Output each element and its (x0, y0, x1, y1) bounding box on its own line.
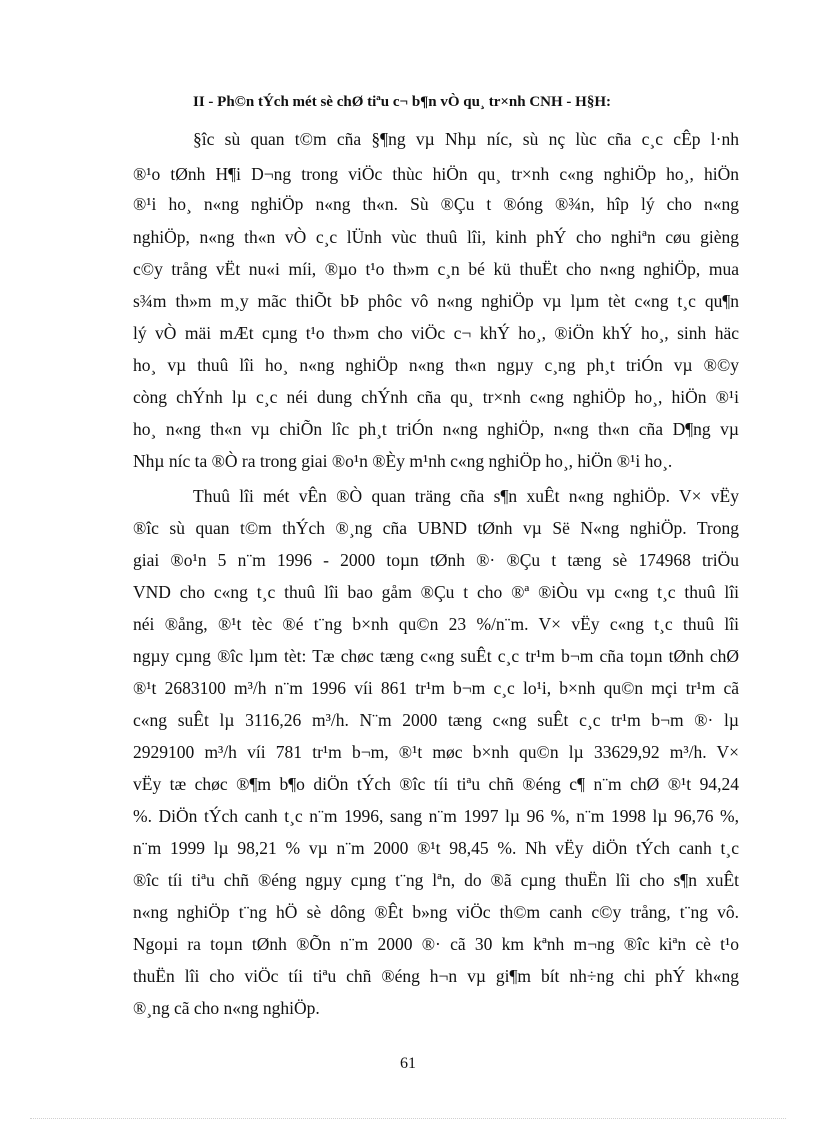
paragraph-1-line: ®¹o tØnh H¶i D¬ng trong viÖc thùc hiÖn qu¸ tr×nh c«ng nghiÖp ho¸, hiÖn (133, 164, 739, 184)
paragraph-2-line: 2929100 m³/h víi 781 tr¹m b¬m, ®¹t møc b×nh qu©n lµ 33629,92 m³/h. V× (133, 742, 739, 762)
paragraph-2-line: n¨m 1999 lµ 98,21 % vµ n¨m 2000 ®¹t 98,45 %. Nh vËy diÖn tÝch canh t¸c (133, 838, 739, 858)
paragraph-2-line: ngµy cµng ®îc lµm tèt: Tæ chøc tæng c«ng suÊt c¸c tr¹m b¬m cña toµn tØnh chØ (133, 646, 739, 666)
paragraph-1-line: §îc sù quan t©m cña §¶ng vµ Nhµ níc, sù nç lùc cña c¸c cÊp l·nh (193, 129, 739, 149)
paragraph-2-line: ®¹t 2683100 m³/h n¨m 1996 víi 861 tr¹m b¬m c¸c lo¹i, b×nh qu©n mçi tr¹m cã (133, 678, 739, 698)
paragraph-2-line: néi ®ång, ®¹t tèc ®é t¨ng b×nh qu©n 23 %/n¨m. V× vËy c«ng t¸c thuû lîi (133, 614, 739, 634)
paragraph-2-line: n«ng nghiÖp t¨ng hÖ sè dông ®Êt b»ng viÖc th©m canh c©y trång, t¨ng vô. (133, 902, 739, 922)
paragraph-2-line: Thuû lîi mét vÊn ®Ò quan träng cña s¶n xuÊt n«ng nghiÖp. V× vËy (193, 486, 739, 506)
paragraph-1-line: ho¸ n«ng th«n vµ chiÕn lîc ph¸t triÓn n«ng nghiÖp, n«ng th«n cña D¶ng vµ (133, 419, 739, 439)
paragraph-2-line: Ngoµi ra toµn tØnh ®Õn n¨m 2000 ®· cã 30 km kªnh m¬ng ®îc kiªn cè t¹o (133, 934, 739, 954)
paragraph-1-line: c©y trång vËt nu«i míi, ®µo t¹o th»m c¸n bé kü thuËt cho n«ng nghiÖp, mua (133, 259, 739, 279)
paragraph-2-line: thuËn lîi cho viÖc tíi tiªu chñ ®éng h¬n vµ gi¶m bít nh÷ng chi phÝ kh«ng (133, 966, 739, 986)
paragraph-2-line: VND cho c«ng t¸c thuû lîi bao gåm ®Çu t cho ®ª ®iÒu vµ c«ng t¸c thuû lîi (133, 582, 739, 602)
page-bottom-divider (30, 1118, 786, 1119)
paragraph-2-line: vËy tæ chøc ®¶m b¶o diÖn tÝch ®îc tíi tiªu chñ ®éng c¶ n¨m chØ ®¹t 94,24 (133, 774, 739, 794)
paragraph-2-line: giai ®o¹n 5 n¨m 1996 - 2000 toµn tØnh ®· ®Çu t tæng sè 174968 triÖu (133, 550, 739, 570)
paragraph-1-line: nghiÖp, n«ng th«n vÒ c¸c lÜnh vùc thuû lîi, kinh phÝ cho nghiªn cøu gièng (133, 227, 739, 247)
page-number: 61 (400, 1055, 416, 1072)
paragraph-2-line: ®¸ng cã cho n«ng nghiÖp. (133, 998, 320, 1018)
paragraph-2-line: ®îc sù quan t©m thÝch ®¸ng cña UBND tØnh vµ Së N«ng nghiÖp. Trong (133, 518, 739, 538)
paragraph-2-line: ®îc tíi tiªu chñ ®éng ngµy cµng t¨ng lªn, do ®ã cµng thuËn lîi cho s¶n xuÊt (133, 870, 739, 890)
paragraph-2-line: %. DiÖn tÝch canh t¸c n¨m 1996, sang n¨m 1997 lµ 96 %, n¨m 1998 lµ 96,76 %, (133, 806, 739, 826)
paragraph-2-line: c«ng suÊt lµ 3116,26 m³/h. N¨m 2000 tæng c«ng suÊt c¸c tr¹m b¬m ®· lµ (133, 710, 739, 730)
paragraph-1-line: còng chÝnh lµ c¸c néi dung chÝnh cña qu¸ tr×nh c«ng nghiÖp ho¸, hiÖn ®¹i (133, 387, 739, 407)
paragraph-1-line: ®¹i ho¸ n«ng nghiÖp n«ng th«n. Sù ®Çu t ®óng ®¾n, hîp lý cho n«ng (133, 194, 739, 214)
paragraph-1-line: Nhµ níc ta ®Ò ra trong giai ®o¹n ®Èy m¹nh c«ng nghiÖp ho¸, hiÖn ®¹i ho¸. (133, 451, 673, 471)
paragraph-1-line: s¾m th»m m¸y mãc thiÕt bÞ phôc vô n«ng nghiÖp vµ lµm tèt c«ng t¸c qu¶n (133, 291, 739, 311)
section-heading: II - Ph©n tÝch mét sè chØ tiªu c¬ b¶n vÒ qu¸ tr×nh CNH - H§H: (193, 94, 611, 110)
paragraph-1-line: lý vÒ mäi mÆt cµng t¹o th»m cho viÖc c¬ khÝ ho¸, ®iÖn khÝ ho¸, sinh häc (133, 323, 739, 343)
paragraph-1-line: ho¸ vµ thuû lîi ho¸ n«ng nghiÖp n«ng th«n ngµy c¸ng ph¸t triÓn vµ ®©y (133, 355, 739, 375)
